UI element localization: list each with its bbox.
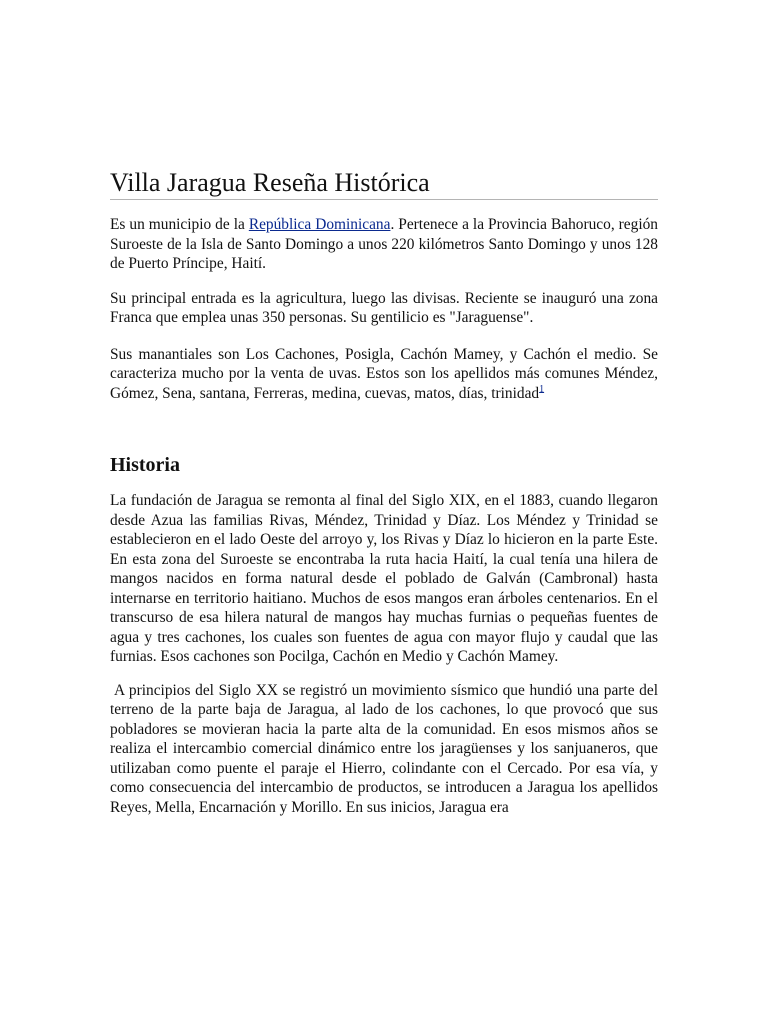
intro-text-after-link: . Pertenece a la Provincia Bahoruco, región Suroeste de la Isla de Santo Domingo a unos 220 kilómetros Santo Domingo y unos 128 de Puerto Príncipe, Haití. [110, 216, 658, 272]
history-paragraph-1: La fundación de Jaragua se remonta al final del Siglo XIX, en el 1883, cuando llegaron desde Azua las familias Rivas, Méndez, Trinidad y Díaz. Los Méndez y Trinidad se establecieron en el lado Oeste del arroyo y, los Rivas y Díaz lo hicieron en la parte Este. En esta zona del Suroeste se encontraba la ruta hacia Haití, la cual tenía una hilera de mangos nacidos en forma natural desde el poblado de Galván (Cambronal) hasta internarse en territorio haitiano. Muchos de esos mangos eran árboles centenarios. En el transcurso de esa hilera natural de mangos hay muchas furnias o pequeñas fuentes de agua y tres cachones, los cuales son fuentes de agua con mayor flujo y caudal que las furnias. Esos cachones son Pocilga, Cachón en Medio y Cachón Mamey. [110, 492, 658, 665]
reference-link[interactable]: 1 [539, 383, 545, 395]
intro-text-before-link: Es un municipio de la [110, 216, 249, 233]
page-title: Villa Jaragua Reseña Histórica [110, 168, 658, 200]
springs-text: Sus manantiales son Los Cachones, Posigla, Cachón Mamey, y Cachón el medio. Se caracteriza mucho por la venta de uvas. Estos son los apellidos más comunes Méndez, Gómez, Sena, santana, Ferreras, medina, cuevas, matos, días, trinidad [110, 345, 658, 402]
intro-paragraph [110, 215, 658, 274]
history-paragraph-2: A principios del Siglo XX se registró un movimiento sísmico que hundió una parte del terreno de la parte baja de Jaragua, al lado de los cachones, lo que provocó que sus pobladores se movieran hacia la parte alta de la comunidad. En esos mismos años se realiza el intercambio comercial dinámico entre los jaragüenses y los sanjuaneros, que utilizaban como puente el paraje el Hierro, colindante con el Cercado. Por esa vía, y como consecuencia del intercambio de productos, se introducen a Jaragua los apellidos Reyes, Mella, Encarnación y Morillo. En sus inicios, Jaragua era [110, 681, 658, 816]
springs-paragraph [110, 345, 658, 404]
article [110, 168, 658, 817]
republica-dominicana-link[interactable]: República Dominicana [248, 216, 391, 233]
economy-paragraph: Su principal entrada es la agricultura, luego las divisas. Reciente se inauguró una zona Franca que emplea unas 350 personas. Su gentilicio es "Jaraguense". [110, 289, 658, 326]
history-heading: Historia [110, 454, 180, 476]
